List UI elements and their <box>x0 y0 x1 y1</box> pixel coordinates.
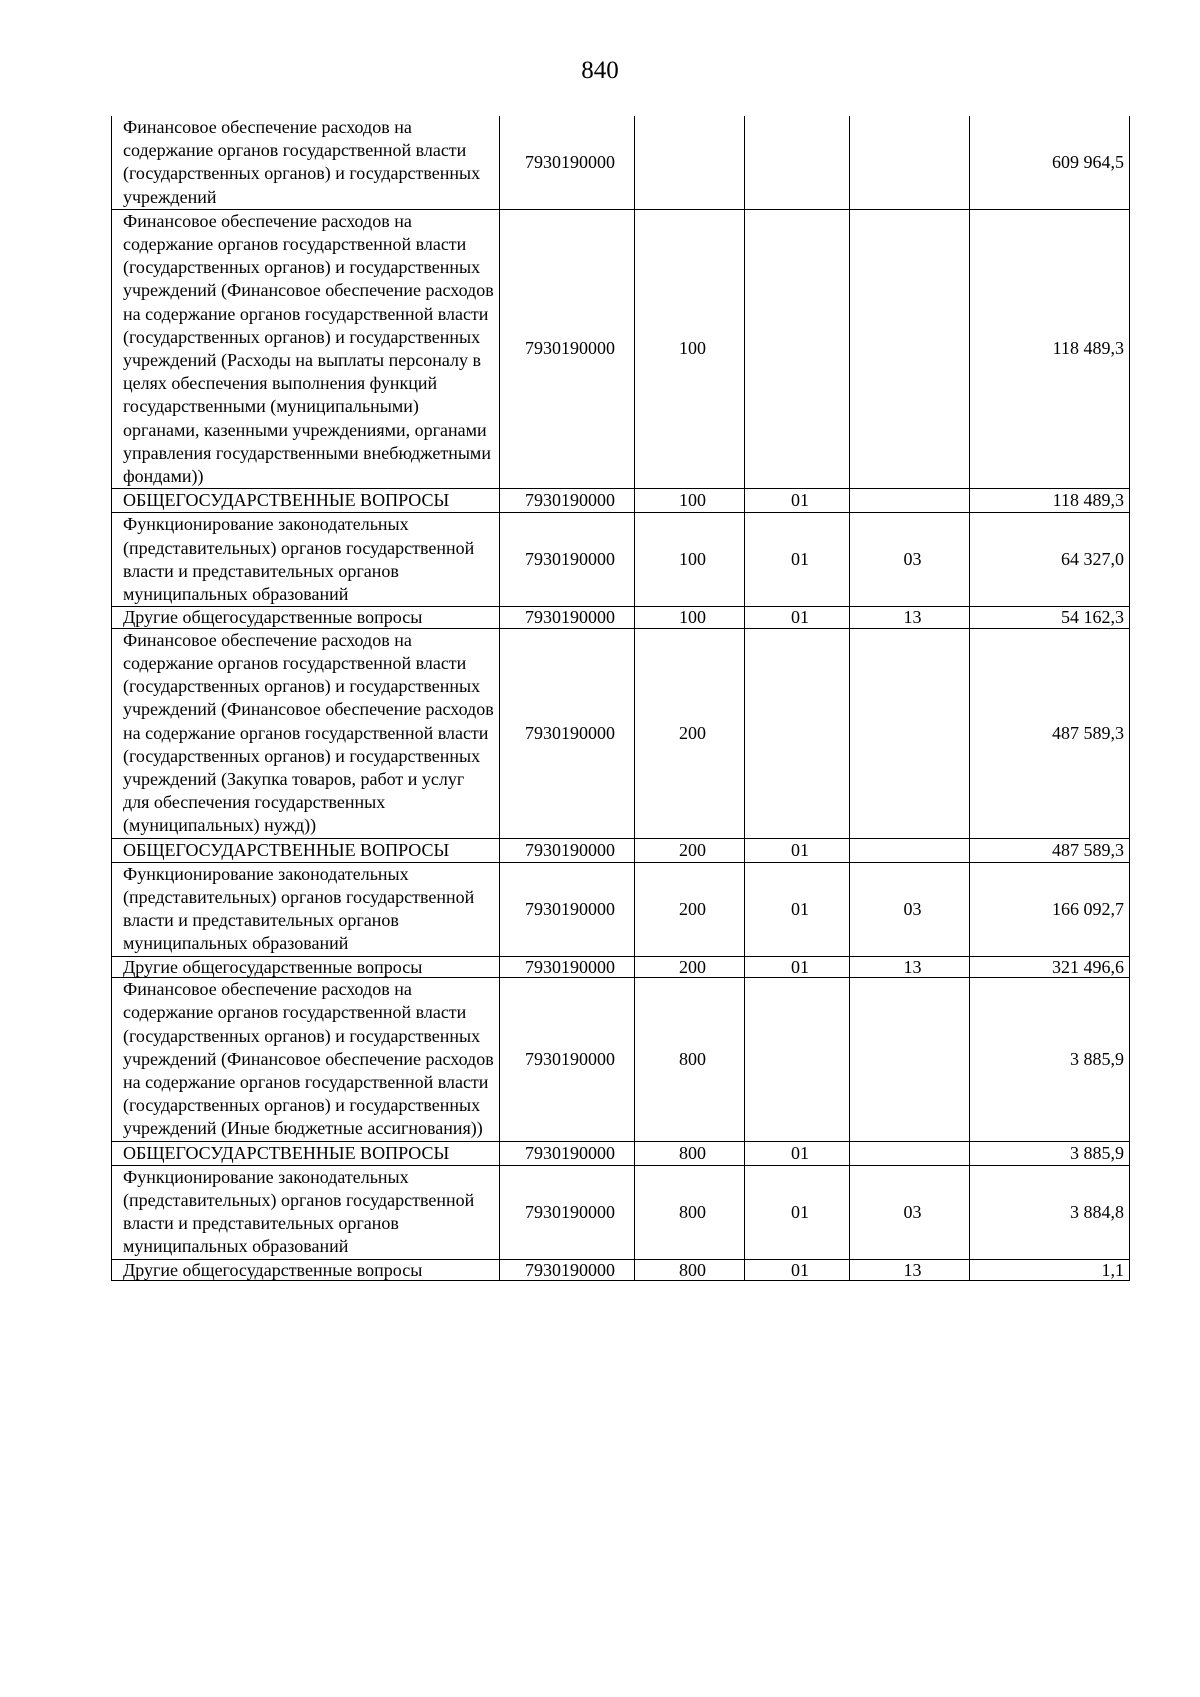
row-sum: 54 162,3 <box>970 607 1130 629</box>
row-code: 7930190000 <box>500 607 635 629</box>
row-name: Финансовое обеспечение расходов на содержание органов государственной власти (государственных органов) и государственных учреждений (Финансовое обеспечение расходов на содержание органов государственной власти (государственных органов) и государственных учреждений (Расходы на выплаты персоналу в целях обеспечения выполнения функций государственными (муниципальными) органами, казенными учреждениями, органами управления государственными внебюджетными фондами)) <box>112 209 500 488</box>
row-section: 01 <box>745 956 850 978</box>
row-expense-type: 200 <box>635 838 745 862</box>
row-expense-type: 800 <box>635 978 745 1141</box>
row-code: 7930190000 <box>500 956 635 978</box>
table-row <box>112 862 1130 956</box>
row-subsection <box>850 1141 970 1165</box>
row-expense-type <box>635 116 745 209</box>
row-section: 01 <box>745 607 850 629</box>
row-subsection: 13 <box>850 1259 970 1281</box>
row-expense-type: 100 <box>635 513 745 607</box>
row-subsection <box>850 838 970 862</box>
row-code: 7930190000 <box>500 1259 635 1281</box>
row-expense-type: 100 <box>635 489 745 513</box>
table-row <box>112 838 1130 862</box>
row-expense-type: 200 <box>635 862 745 956</box>
row-section <box>745 209 850 488</box>
row-name: Другие общегосударственные вопросы <box>112 607 500 629</box>
row-section: 01 <box>745 1141 850 1165</box>
row-name: Функционирование законодательных (представительных) органов государственной власти и представительных органов муниципальных образований <box>112 1165 500 1259</box>
row-sum: 487 589,3 <box>970 628 1130 838</box>
row-section: 01 <box>745 862 850 956</box>
row-sum: 3 885,9 <box>970 1141 1130 1165</box>
row-subsection: 13 <box>850 607 970 629</box>
row-subsection <box>850 116 970 209</box>
row-code: 7930190000 <box>500 489 635 513</box>
row-code: 7930190000 <box>500 1141 635 1165</box>
row-section <box>745 978 850 1141</box>
row-expense-type: 800 <box>635 1259 745 1281</box>
page-number: 840 <box>581 57 619 84</box>
row-sum: 3 885,9 <box>970 978 1130 1141</box>
row-sum: 118 489,3 <box>970 489 1130 513</box>
row-sum: 1,1 <box>970 1259 1130 1281</box>
row-code: 7930190000 <box>500 116 635 209</box>
table-row <box>112 628 1130 838</box>
row-name: Функционирование законодательных (представительных) органов государственной власти и представительных органов муниципальных образований <box>112 862 500 956</box>
row-subsection: 03 <box>850 862 970 956</box>
row-section <box>745 628 850 838</box>
row-section: 01 <box>745 513 850 607</box>
row-expense-type: 100 <box>635 209 745 488</box>
row-section: 01 <box>745 1165 850 1259</box>
budget-table <box>111 116 1130 1281</box>
row-sum: 609 964,5 <box>970 116 1130 209</box>
row-expense-type: 200 <box>635 956 745 978</box>
row-section: 01 <box>745 489 850 513</box>
row-sum: 118 489,3 <box>970 209 1130 488</box>
row-sum: 64 327,0 <box>970 513 1130 607</box>
row-subsection: 13 <box>850 956 970 978</box>
row-name: ОБЩЕГОСУДАРСТВЕННЫЕ ВОПРОСЫ <box>112 489 500 513</box>
row-subsection <box>850 209 970 488</box>
row-code: 7930190000 <box>500 628 635 838</box>
row-sum: 166 092,7 <box>970 862 1130 956</box>
row-expense-type: 800 <box>635 1141 745 1165</box>
row-expense-type: 800 <box>635 1165 745 1259</box>
table-row <box>112 978 1130 1141</box>
table-row <box>112 513 1130 607</box>
row-subsection: 03 <box>850 513 970 607</box>
table-row <box>112 116 1130 209</box>
row-name: Финансовое обеспечение расходов на содержание органов государственной власти (государственных органов) и государственных учреждений (Финансовое обеспечение расходов на содержание органов государственной власти (государственных органов) и государственных учреждений (Иные бюджетные ассигнования)) <box>112 978 500 1141</box>
row-name: Другие общегосударственные вопросы <box>112 1259 500 1281</box>
row-code: 7930190000 <box>500 209 635 488</box>
table-row <box>112 1165 1130 1259</box>
row-subsection <box>850 978 970 1141</box>
row-name: Финансовое обеспечение расходов на содержание органов государственной власти (государственных органов) и государственных учреждений (Финансовое обеспечение расходов на содержание органов государственной власти (государственных органов) и государственных учреждений (Закупка товаров, работ и услуг для обеспечения государственных (муниципальных) нужд)) <box>112 628 500 838</box>
row-code: 7930190000 <box>500 1165 635 1259</box>
row-code: 7930190000 <box>500 978 635 1141</box>
row-section <box>745 116 850 209</box>
row-name: Функционирование законодательных (представительных) органов государственной власти и представительных органов муниципальных образований <box>112 513 500 607</box>
table-row <box>112 1259 1130 1281</box>
row-subsection: 03 <box>850 1165 970 1259</box>
table-row <box>112 209 1130 488</box>
row-name: ОБЩЕГОСУДАРСТВЕННЫЕ ВОПРОСЫ <box>112 838 500 862</box>
row-expense-type: 200 <box>635 628 745 838</box>
table-row <box>112 607 1130 629</box>
row-code: 7930190000 <box>500 862 635 956</box>
row-name: Другие общегосударственные вопросы <box>112 956 500 978</box>
row-subsection <box>850 489 970 513</box>
row-sum: 3 884,8 <box>970 1165 1130 1259</box>
row-expense-type: 100 <box>635 607 745 629</box>
table-row <box>112 956 1130 978</box>
row-section: 01 <box>745 838 850 862</box>
row-code: 7930190000 <box>500 838 635 862</box>
row-name: Финансовое обеспечение расходов на содержание органов государственной власти (государственных органов) и государственных учреждений <box>112 116 500 209</box>
row-code: 7930190000 <box>500 513 635 607</box>
table-row <box>112 1141 1130 1165</box>
row-section: 01 <box>745 1259 850 1281</box>
table-row <box>112 489 1130 513</box>
row-name: ОБЩЕГОСУДАРСТВЕННЫЕ ВОПРОСЫ <box>112 1141 500 1165</box>
row-sum: 321 496,6 <box>970 956 1130 978</box>
row-sum: 487 589,3 <box>970 838 1130 862</box>
row-subsection <box>850 628 970 838</box>
